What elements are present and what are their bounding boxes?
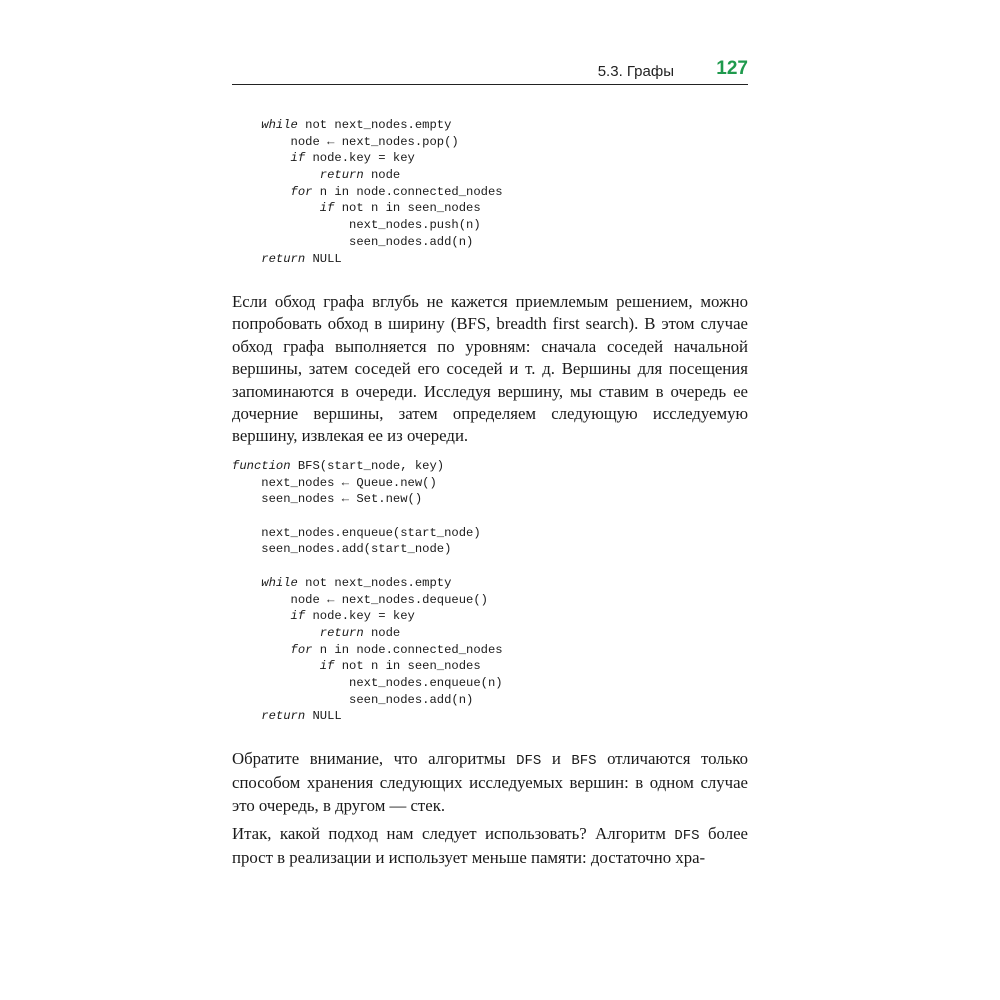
code-line [232,642,503,659]
code-line [232,251,503,268]
code-text: n in node.connected_nodes [312,184,503,199]
code-keyword: for [290,642,313,657]
code-keyword: while [261,575,298,590]
code-text: next_nodes.push(n) [232,218,481,233]
code-keyword: return [261,251,306,266]
code-text: node.key = key [305,151,415,166]
inline-code: BFS [571,753,597,769]
code-line [232,508,503,525]
code-text: node [363,168,401,183]
code-text: next_nodes ← Queue.new() [232,475,437,490]
code-keyword: for [290,184,313,199]
paragraph-bfs-intro [232,291,748,448]
code-text: seen_nodes.add(n) [232,234,474,249]
code-line [232,184,503,201]
code-block-bfs [232,458,503,725]
paragraph-text: Если обход графа вглубь не кажется приемлемым решением, можно попробовать обход в ширину (BFS, breadth first search). В этом случае обход графа выполняется по уровням: сначала соседей начальной вершины, затем соседей его соседей и т. д. Вершины для посещения запоминаются в очереди. Исследуя вершину, мы ставим в очередь ее дочерние вершины, затем определяем следующую исследуемую вершину, извлекая ее из очереди. [232,292,748,446]
code-line [232,692,503,709]
code-text [232,576,261,590]
paragraph-dfs-bfs-difference [232,748,748,817]
code-text: BFS(start_node, key) [290,459,445,473]
inline-code: DFS [674,828,700,844]
code-line [232,608,503,625]
code-text: seen_nodes ← Set.new() [232,492,423,507]
code-line [232,167,503,184]
code-line [232,134,503,151]
code-text [232,643,291,657]
paragraph-text: Итак, какой подход нам следует использовать? Алгоритм [232,824,675,843]
code-text [232,118,261,132]
code-text [232,201,320,215]
code-keyword: if [319,201,335,216]
code-keyword: if [290,151,306,166]
code-text: next_nodes.enqueue(start_node) [232,525,481,540]
code-line [232,200,503,217]
code-keyword: return [319,625,364,640]
code-text: seen_nodes.add(start_node) [232,542,452,557]
code-line [232,558,503,575]
code-text: next_nodes.enqueue(n) [232,675,503,690]
code-keyword: function [232,459,291,473]
code-line [232,458,503,475]
code-text [232,709,261,723]
code-keyword: return [261,709,306,724]
code-line [232,491,503,508]
code-text: node ← next_nodes.dequeue() [232,592,488,607]
code-text: node [363,625,401,640]
code-line [232,475,503,492]
code-text: node.key = key [305,609,415,624]
code-text [232,626,320,640]
inline-code: DFS [516,753,542,769]
paragraph-which-approach [232,823,748,870]
code-keyword: return [319,168,364,183]
code-text [232,151,291,165]
paragraph-text: более прост в реализации и использует меньше памяти: достаточно хра- [232,824,748,868]
code-line [232,658,503,675]
code-text: not next_nodes.empty [297,118,452,132]
code-line [232,525,503,542]
code-text [232,185,291,199]
code-line [232,625,503,642]
paragraph-text: и [541,749,572,768]
paragraph-text: Обратите внимание, что алгоритмы [232,749,517,768]
code-line [232,150,503,167]
code-line [232,117,503,134]
code-text: seen_nodes.add(n) [232,692,474,707]
section-title: 5.3. Графы [597,63,674,80]
code-text [232,659,320,673]
code-text [232,252,261,266]
code-line [232,575,503,592]
code-text: not next_nodes.empty [297,575,452,590]
code-line [232,675,503,692]
code-text: n in node.connected_nodes [312,642,503,657]
paragraph-text: отличаются только способом хранения следующих исследуемых вершин: в одном случае это очередь, в другом — стек. [232,749,748,815]
code-text: NULL [305,251,342,266]
code-keyword: while [261,118,298,132]
code-text [232,609,291,623]
code-text: NULL [305,709,342,724]
code-text: node ← next_nodes.pop() [232,134,459,149]
code-keyword: if [319,659,335,674]
code-line [232,217,503,234]
running-header [232,58,748,85]
code-text: not n in seen_nodes [334,659,481,674]
code-line [232,592,503,609]
code-line [232,541,503,558]
code-text [232,168,320,182]
code-line [232,708,503,725]
page-number: 127 [716,58,748,79]
code-line [232,234,503,251]
code-keyword: if [290,609,306,624]
code-text: not n in seen_nodes [334,201,481,216]
code-block-dfs-tail [232,117,503,267]
